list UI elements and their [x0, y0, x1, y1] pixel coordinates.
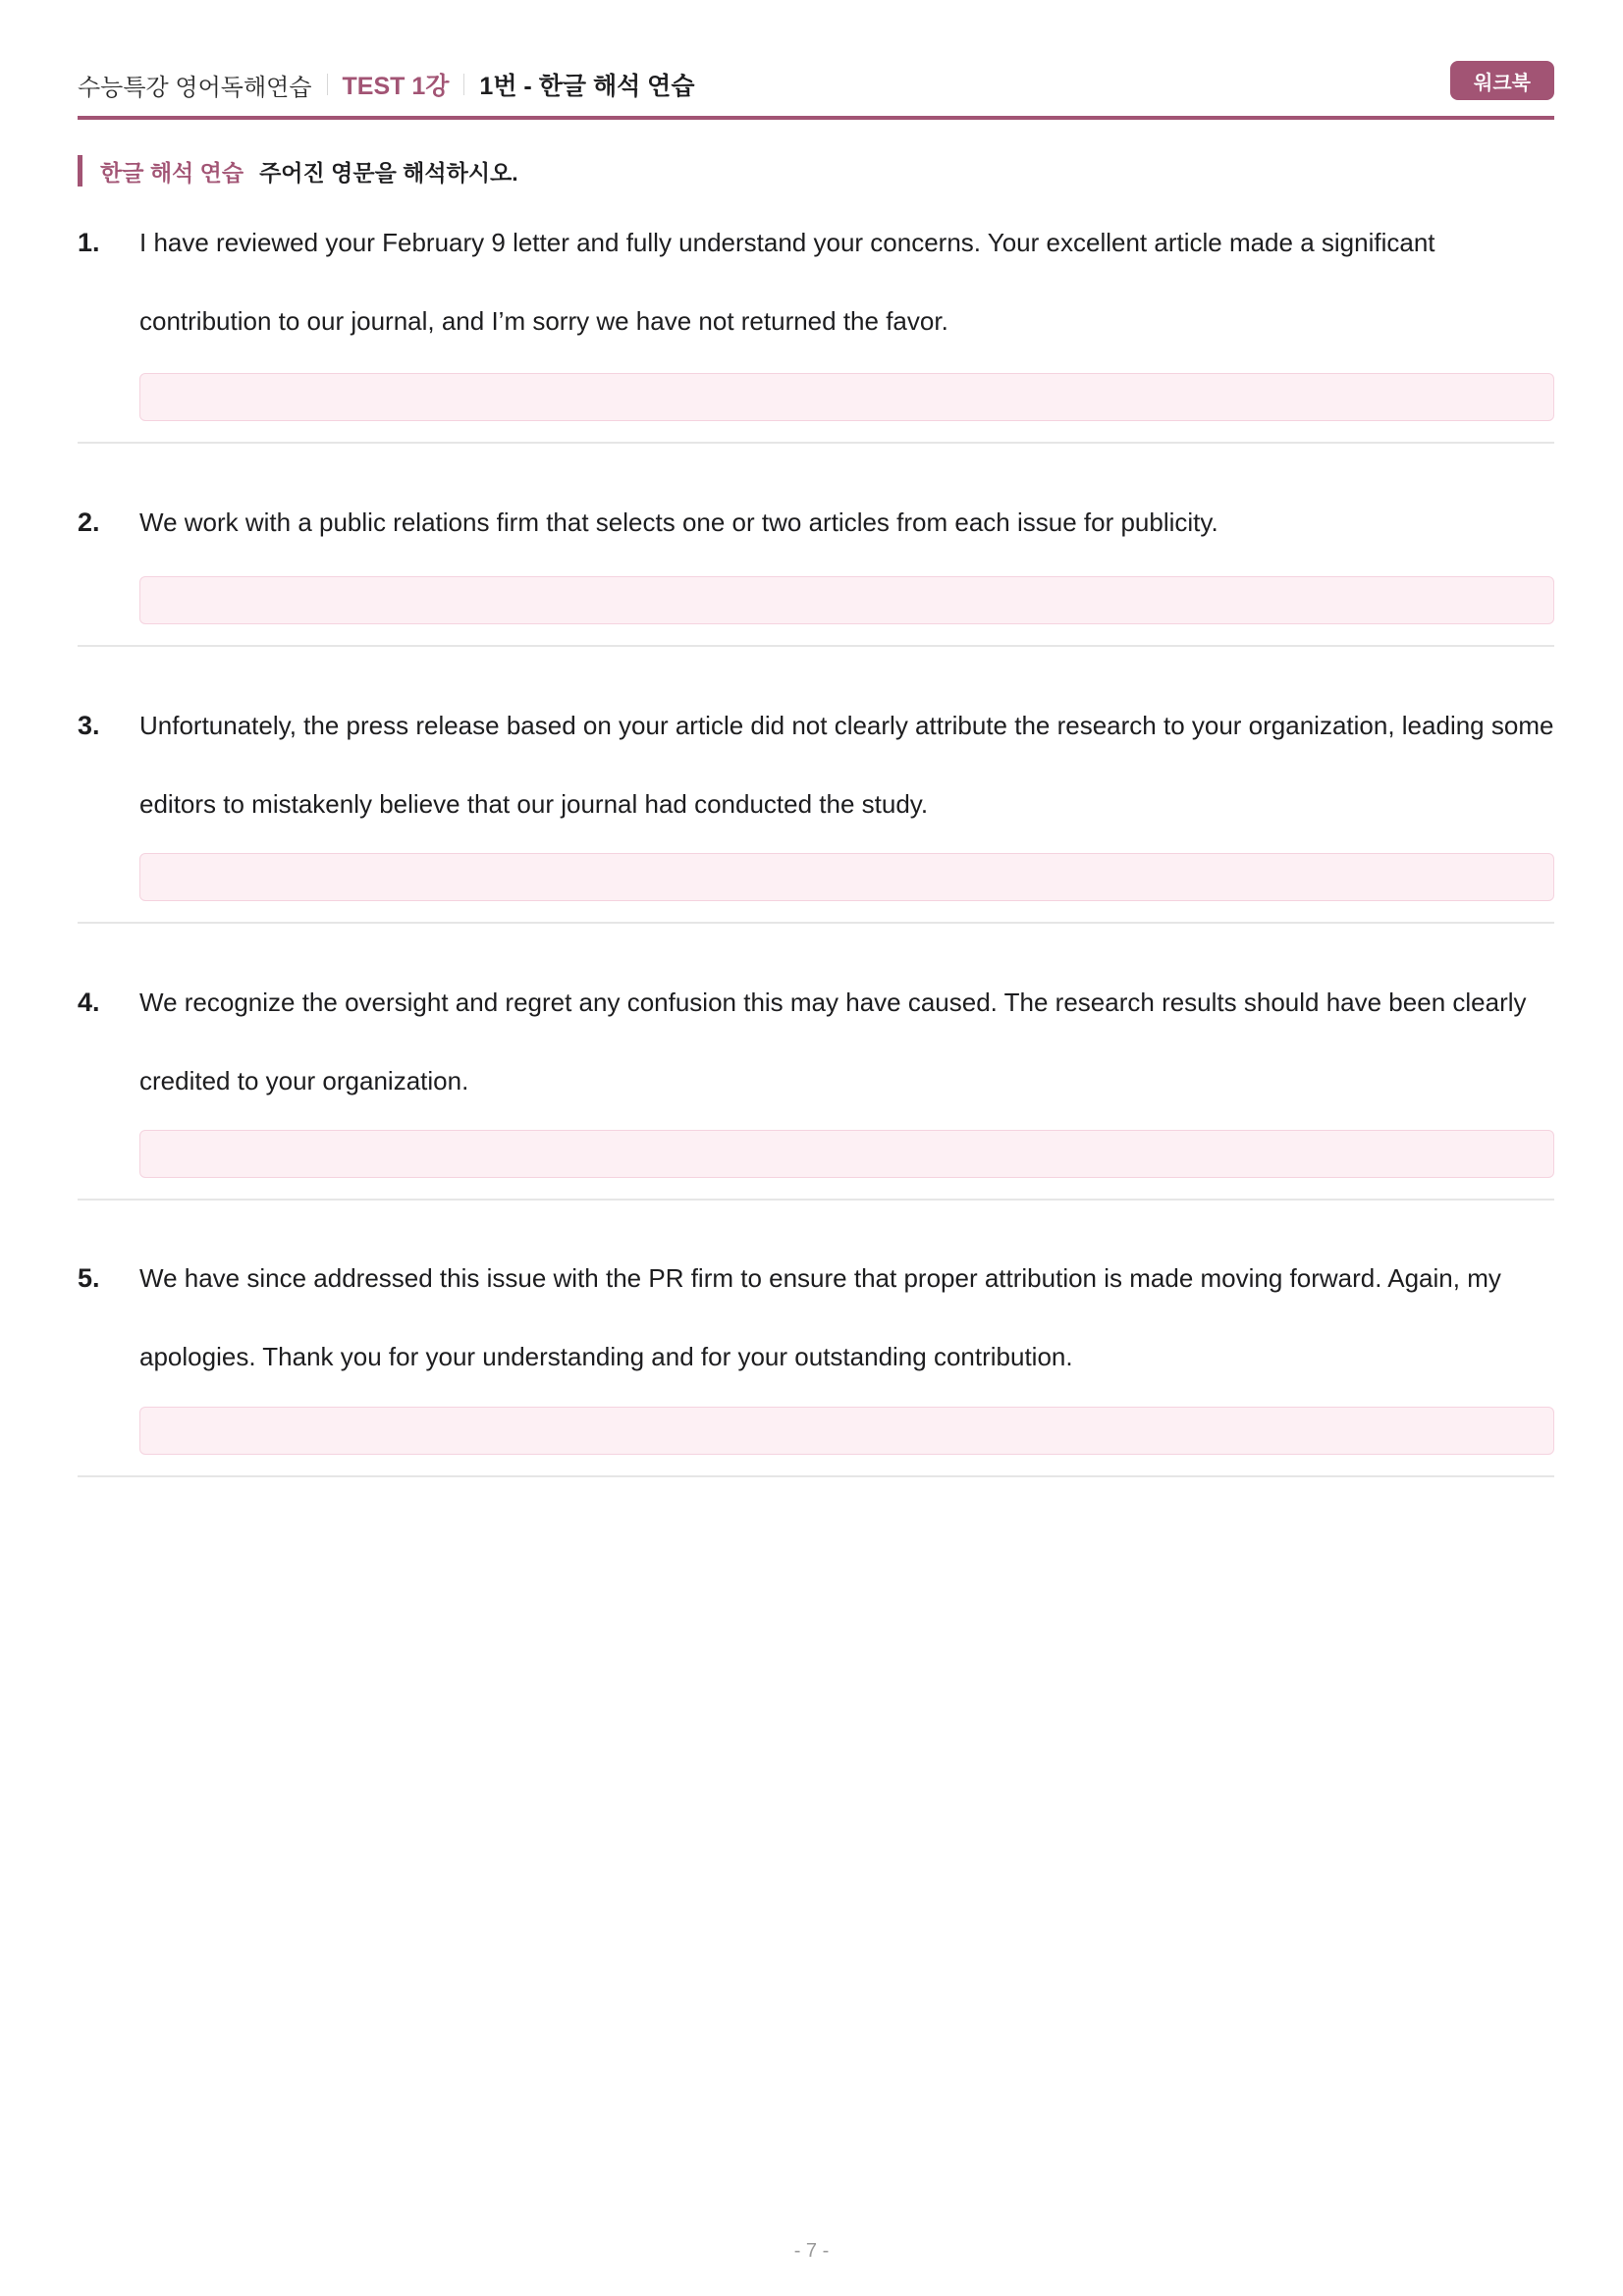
- section-accent-bar: [78, 155, 82, 187]
- answer-box[interactable]: [139, 373, 1554, 421]
- question-number: 2.: [78, 507, 100, 537]
- answer-box[interactable]: [139, 853, 1554, 901]
- answer-box[interactable]: [139, 1407, 1554, 1455]
- section-instruction: 주어진 영문을 해석하시오.: [259, 159, 518, 186]
- question-text: We recognize the oversight and regret any confusion this may have caused. The research results should have been clearly credited to your organization.: [139, 988, 1527, 1095]
- workbook-badge: 워크북: [1450, 61, 1554, 100]
- page-title: 1번 - 한글 해석 연습: [479, 73, 695, 100]
- header-rule: [78, 116, 1554, 120]
- question-text: I have reviewed your February 9 letter and fully understand your concerns. Your excellent article made a significant contribution to our journal, and I’m sorry we have not returned the favor.: [139, 228, 1435, 336]
- test-label: TEST 1강: [342, 73, 450, 100]
- page-number: - 7 -: [793, 2240, 830, 2262]
- question-number: 4.: [78, 988, 100, 1017]
- question-text: Unfortunately, the press release based on your article did not clearly attribute the research to your organization, leading some editors to mistakenly believe that our journal had conducted the study.: [139, 711, 1554, 819]
- question-divider: [78, 442, 1554, 444]
- header-divider: [463, 74, 464, 95]
- answer-box[interactable]: [139, 576, 1554, 624]
- section-label: 한글 해석 연습: [100, 159, 244, 186]
- section-heading: [78, 155, 518, 187]
- question-divider: [78, 645, 1554, 647]
- question-number: 3.: [78, 711, 100, 740]
- header-divider: [327, 74, 328, 95]
- answer-box[interactable]: [139, 1130, 1554, 1178]
- question-text: We have since addressed this issue with the PR firm to ensure that proper attribution is made moving forward. Again, my apologies. Thank you for your understanding and for your outstanding contribution.: [139, 1263, 1501, 1371]
- worksheet-page: [78, 0, 1554, 2296]
- book-title: 수능특강 영어독해연습: [78, 74, 312, 101]
- page-header: [78, 61, 1554, 108]
- question-text: We work with a public relations firm that selects one or two articles from each issue for publicity.: [139, 507, 1218, 537]
- question-number: 1.: [78, 228, 100, 257]
- question-divider: [78, 1199, 1554, 1201]
- question-number: 5.: [78, 1263, 100, 1293]
- question-divider: [78, 1475, 1554, 1477]
- question-divider: [78, 922, 1554, 924]
